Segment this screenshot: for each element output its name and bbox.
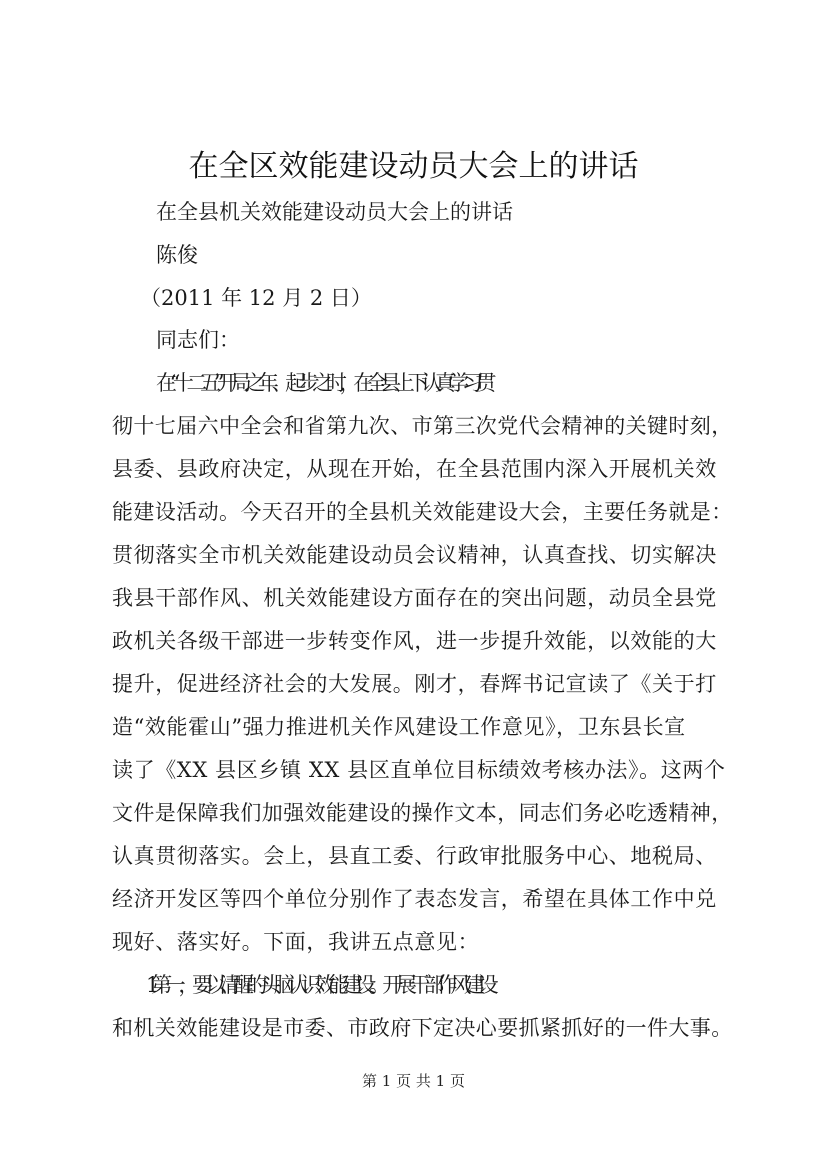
paragraph-line: 提升，促进经济社会的大发展。刚才，春辉书记宣读了《关于打 [112,672,717,696]
paragraph-line: 造“效能霍山”强力推进机关作风建设工作意见》，卫东县长宣 [112,715,686,739]
paragraph-line: 贯彻落实全市机关效能建设动员会议精神，认真查找、切实解决 [112,543,717,567]
paragraph-line: 政机关各级干部进一步转变作风，进一步提升效能，以效能的大 [112,629,717,653]
page-number-footer: 第 1 页 共 1 页 [362,1072,465,1090]
author-name: 陈俊 [156,243,198,267]
salutation: 同志们： [156,328,240,352]
paragraph-line: 和机关效能建设是市委、市政府下定决心要抓紧抓好的一件大事。 [112,1016,733,1040]
document-title: 在全区效能建设动员大会上的讲话 [188,149,639,184]
paragraph-line: 彻十七届六中全会和省第九次、市第三次党代会精神的关键时刻， [112,414,733,438]
paragraph-line: 认真贯彻落实。会上，县直工委、行政审批服务中心、地税局、 [112,844,717,868]
paragraph-line: 经济开发区等四个单位分别作了表态发言，希望在具体工作中兑 [112,887,717,911]
paragraph-line: 1 第一，要以清醒的头脑认识效能建设。开展干部作风建设 [146,973,492,997]
paragraph-line: 县委、县政府决定，从现在开始，在全县范围内深入开展机关效 [112,457,717,481]
paragraph-line: 文件是保障我们加强效能建设的操作文本，同志们务必吃透精神， [112,801,733,825]
paragraph-line: 能建设活动。今天召开的全县机关效能建设大会，主要任务就是： [112,500,733,524]
document-subtitle: 在全县机关效能建设动员大会上的讲话 [156,200,513,224]
paragraph-line: 在“十二五”开局之年、起步之时，在全县上下认真学习贯 [156,371,490,395]
paragraph-line: 读了《XX 县区乡镇 XX 县区直单位目标绩效考核办法》。这两个 [112,758,726,782]
speech-date: （2011 年 12 月 2 日） [140,286,372,310]
paragraph-line: 我县干部作风、机关效能建设方面存在的突出问题，动员全县党 [112,586,717,610]
paragraph-line: 现好、落实好。下面，我讲五点意见： [112,930,480,954]
